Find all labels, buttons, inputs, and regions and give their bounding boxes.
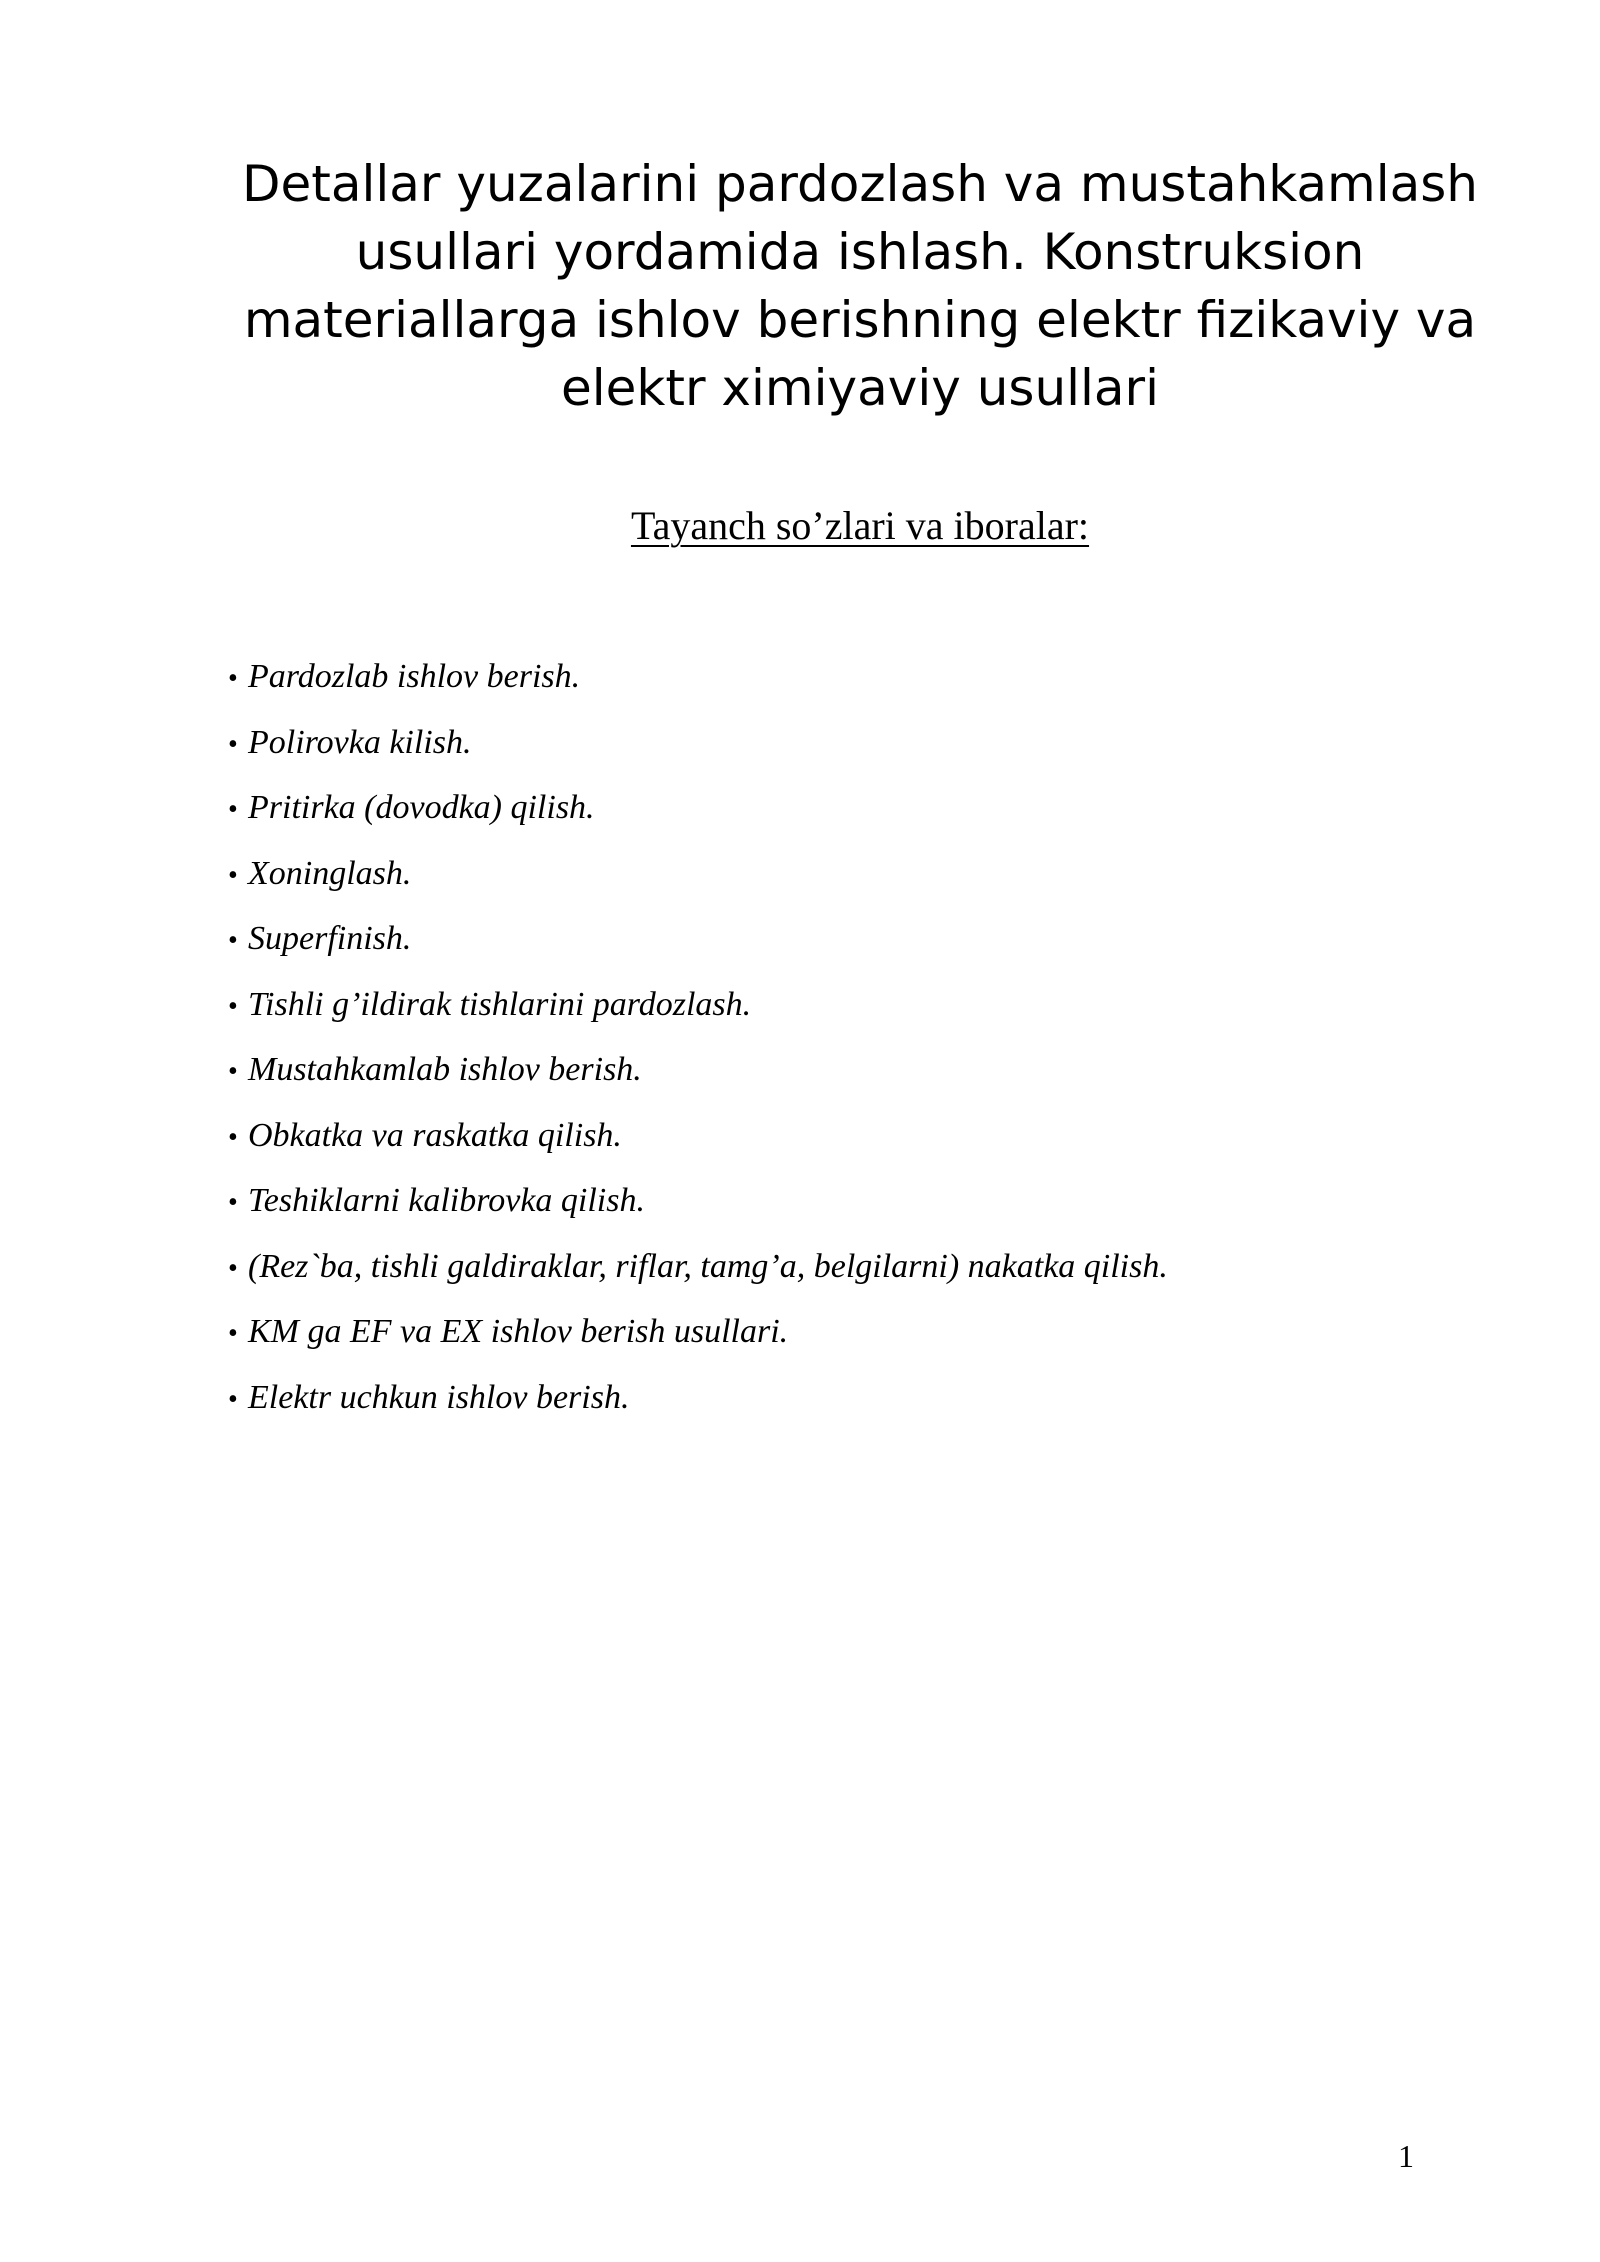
- keyword-text: Superfinish.: [248, 920, 412, 957]
- bullet-icon: •: [228, 990, 238, 1022]
- bullet-icon: •: [228, 1318, 238, 1349]
- bullet-icon: •: [228, 663, 238, 694]
- list-item: [228, 1103, 1428, 1169]
- list-item: [228, 1234, 1428, 1300]
- keyword-text: Teshiklarni kalibrovka qilish.: [248, 1182, 645, 1219]
- bullet-icon: •: [228, 1252, 238, 1284]
- list-item: [228, 710, 1428, 776]
- keywords-heading: Tayanch so’zlari va iboralar:: [630, 503, 1090, 548]
- bullet-icon: •: [228, 1121, 238, 1153]
- bullet-icon: •: [228, 1187, 238, 1218]
- document-title: Detallar yuzalarini pardozlash va mustahkamlash usullari yordamida ishlash. Konstruksion materiallarga ishlov berishning elektr fizikaviy va elektr ximiyaviy usullari: [242, 155, 1478, 417]
- list-item: [228, 972, 1428, 1038]
- bullet-icon: •: [228, 1383, 238, 1415]
- bullet-icon: •: [228, 925, 238, 956]
- keyword-text: (Rez`ba, tishli galdiraklar, riflar, tamg’a, belgilarni) nakatka qilish.: [248, 1247, 1168, 1285]
- list-item: [228, 841, 1428, 907]
- list-item: [228, 906, 1428, 972]
- list-item: [228, 1299, 1428, 1365]
- keyword-text: Xoninglash.: [248, 854, 412, 892]
- keyword-text: Mustahkamlab ishlov berish.: [248, 1051, 642, 1088]
- keyword-text: Obkatka va raskatka qilish.: [248, 1116, 622, 1154]
- list-item: [228, 644, 1428, 710]
- keyword-text: Pardozlab ishlov berish.: [248, 658, 581, 695]
- keywords-list: [228, 644, 1428, 1430]
- list-item: [228, 1168, 1428, 1234]
- list-item: [228, 1037, 1428, 1103]
- bullet-icon: •: [228, 1056, 238, 1087]
- list-item: [228, 1365, 1428, 1431]
- page-number: 1: [1398, 2138, 1414, 2174]
- keyword-text: Pritirka (dovodka) qilish.: [248, 789, 595, 826]
- keyword-text: Elektr uchkun ishlov berish.: [248, 1378, 630, 1416]
- keyword-text: Tishli g’ildirak tishlarini pardozlash.: [248, 985, 752, 1023]
- bullet-icon: •: [228, 728, 238, 760]
- keyword-text: Polirovka kilish.: [248, 723, 472, 761]
- bullet-icon: •: [228, 859, 238, 891]
- list-item: [228, 775, 1428, 841]
- bullet-icon: •: [228, 794, 238, 825]
- keyword-text: KM ga EF va EX ishlov berish usullari.: [248, 1313, 789, 1350]
